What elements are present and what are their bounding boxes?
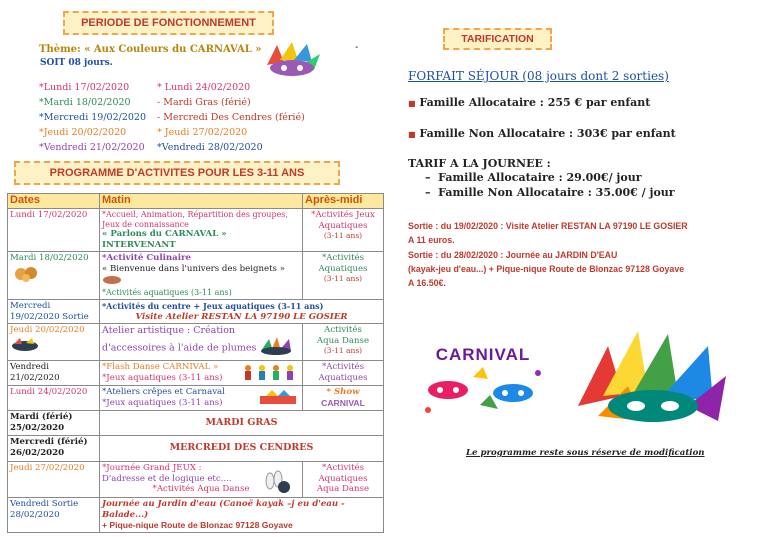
tarif-banner	[443, 28, 552, 50]
header-matin: Matin	[100, 194, 303, 209]
row-matin	[100, 386, 303, 411]
table-row	[8, 209, 384, 252]
date-item: *Jeudi 20/02/2020	[39, 127, 127, 138]
date-item: * Jeudi 27/02/2020	[157, 127, 248, 138]
row-matin	[100, 300, 384, 324]
date-item: - Mercredi Des Cendres (férié)	[157, 112, 305, 123]
row-aprem	[303, 324, 384, 361]
sortie2-detail: (kayak-jeu d'eau...) + Pique-nique Route de Blonzac 97128 Goyave	[408, 264, 685, 274]
date-item: - Mardi Gras (férié)	[157, 97, 251, 108]
aprem-line: Aqua Danse	[316, 484, 370, 494]
sortie1-price: A 11 euros.	[408, 235, 455, 245]
row-matin	[100, 462, 303, 498]
carnival-float-icon	[258, 390, 298, 410]
table-row	[8, 498, 384, 533]
programme-note: Le programme reste sous réserve de modification	[466, 448, 705, 458]
matin-line: *Activité Culinaire	[102, 253, 192, 263]
matin-line: « Parlons du CARNAVAL » INTERVENANT	[102, 229, 227, 250]
table-header-row	[8, 194, 384, 209]
beignets-icon	[14, 264, 40, 286]
row-full: MERCREDI DES CENDRES	[100, 436, 384, 462]
matin-line: *Jeux aquatiques (3-11 ans)	[102, 397, 223, 408]
aprem-line: * Show	[326, 387, 360, 397]
bullet-icon: ■	[408, 98, 416, 108]
row-matin	[100, 252, 303, 300]
row-date: Mardi (férié) 25/02/2020	[8, 411, 100, 436]
aprem-line: *Activités	[321, 362, 365, 372]
table-row	[8, 411, 384, 436]
dates-list-week2	[157, 82, 305, 154]
table-row	[8, 436, 384, 462]
journee-alloc-line: – Famille Allocataire : 29.00€/ jour	[425, 171, 642, 184]
periode-title: PERIODE DE FONCTIONNEMENT	[81, 17, 256, 29]
table-row	[8, 386, 384, 411]
row-date: Vendredi 21/02/2020	[8, 361, 100, 386]
matin-line: Journée au Jardin d'eau (Canoë kayak –j eu d'eau -Balade...)	[102, 499, 345, 520]
aprem-line: (3-11 ans)	[323, 274, 363, 283]
row-aprem	[303, 209, 384, 252]
bullet-icon: ■	[408, 129, 416, 139]
masks-illustration	[418, 365, 548, 420]
soit-line: SOIT 08 jours.	[40, 58, 113, 68]
aprem-line: Aquatiques	[318, 473, 368, 484]
row-aprem	[303, 361, 384, 386]
aprem-line: *Activités Aquatiques	[318, 253, 368, 274]
aprem-line: Aqua Danse	[316, 335, 370, 346]
aprem-line: *Activités Jeux Aquatiques	[311, 210, 375, 231]
row-date: Lundi 24/02/2020	[8, 386, 100, 411]
famille-alloc-line: ■ Famille Allocataire : 255 € par enfant	[408, 96, 651, 109]
feather-mask-image	[568, 326, 728, 434]
row-full: MARDI GRAS	[100, 411, 384, 436]
table-row	[8, 462, 384, 498]
matin-line: Atelier artistique : Création d'accessoires à l'aide de plumes	[102, 325, 300, 359]
matin-line: *Ateliers crêpes et Carnaval	[102, 387, 225, 397]
aprem-line: *Activités	[321, 463, 365, 473]
row-date: Jeudi 20/02/2020	[8, 324, 100, 361]
date-item: *Mercredi 19/02/2020	[39, 112, 147, 123]
row-aprem	[303, 462, 384, 498]
row-matin	[100, 361, 303, 386]
tarif-title: TARIFICATION	[461, 33, 534, 45]
matin-line: *Activités aquatiques (3-11 ans)	[102, 287, 232, 297]
dancing-kids-icon	[242, 364, 298, 386]
table-row	[8, 252, 384, 300]
periode-banner	[63, 11, 274, 35]
matin-line: *Activités du centre + Jeux aquatiques (3-11 ans)	[102, 301, 324, 311]
famille-non-alloc-line: ■ Famille Non Allocataire : 303€ par enfant	[408, 127, 676, 140]
row-matin	[100, 209, 303, 252]
table-row	[8, 300, 384, 324]
sortie1-line: Sortie : du 19/02/2020 : Visite Atelier RESTAN LA 97190 LE GOSIER	[408, 221, 688, 231]
theme-dash: -	[355, 42, 359, 53]
row-matin	[100, 324, 303, 361]
row-aprem	[303, 252, 384, 300]
row-date	[8, 252, 100, 300]
tarif-journee-title: TARIF A LA JOURNEE :	[408, 157, 551, 170]
header-apres-midi: Après-midi	[303, 194, 384, 209]
carnival-word: CARNIVAL	[435, 345, 531, 364]
programme-table	[7, 193, 384, 533]
carnival-mask-illustration	[262, 40, 322, 80]
matin-line: + Pique-nique Route de Blonzac 97128 Goyave	[102, 520, 293, 530]
row-matin	[100, 498, 384, 533]
matin-line: *Flash Danse CARNIVAL »	[102, 362, 219, 372]
aprem-line: CARNIVAL	[321, 397, 365, 408]
matin-line: Visite Atelier RESTAN LA 97190 LE GOSIER	[135, 311, 348, 322]
carnival-banner-image	[418, 335, 548, 423]
programme-banner	[14, 161, 340, 185]
row-date: Lundi 17/02/2020	[8, 209, 100, 252]
row-date: Vendredi Sortie 28/02/2020	[8, 498, 100, 533]
dates-list-week1	[39, 82, 146, 154]
row-date: Mercredi 19/02/2020 Sortie	[8, 300, 100, 324]
aprem-line: (3-11 ans)	[323, 231, 363, 240]
programme-title: PROGRAMME D'ACTIVITES POUR LES 3-11 ANS	[49, 167, 305, 179]
mask-icon	[10, 338, 97, 356]
matin-line: *Accueil, Animation, Répartition des groupes, Jeux de connaissance	[102, 210, 288, 229]
feather-mask-icon	[259, 337, 293, 359]
forfait-sejour: FORFAIT SÉJOUR (08 jours dont 2 sorties)	[408, 69, 669, 83]
date-item: *Vendredi 21/02/2020	[39, 142, 145, 153]
sortie2-block	[408, 248, 763, 290]
journee-non-alloc-line: – Famille Non Allocataire : 35.00€ / jour	[425, 186, 675, 199]
header-dates: Dates	[8, 194, 100, 209]
theme-label: Thème: « Aux Couleurs du CARNAVAL »	[39, 44, 262, 55]
matin-line: *Activités Aqua Danse	[152, 484, 250, 494]
row-date-text: Mardi 18/02/2020	[10, 253, 89, 263]
table-row	[8, 361, 384, 386]
row-date: Jeudi 27/02/2020	[8, 462, 100, 498]
sortie1-block	[408, 219, 763, 247]
aprem-line: Activités	[324, 325, 362, 335]
matin-line: *Journée Grand JEUX :	[102, 463, 202, 473]
food-plate-icon	[102, 274, 122, 288]
aprem-line: Aquatiques	[318, 372, 368, 383]
matin-line: *Jeux aquatiques (3-11 ans)	[102, 372, 223, 383]
row-aprem	[303, 386, 384, 411]
matin-line: D'adresse et de logique etc....	[102, 473, 232, 484]
bowling-icon	[262, 465, 292, 497]
date-item: *Vendredi 28/02/2020	[157, 142, 263, 153]
date-item: *Mardi 18/02/2020	[39, 97, 131, 108]
aprem-line: (3-11 ans)	[323, 346, 363, 355]
date-item: * Lundi 24/02/2020	[157, 82, 251, 93]
theme-line	[39, 44, 262, 55]
date-item: *Lundi 17/02/2020	[39, 82, 130, 93]
sortie2-line: Sortie : du 28/02/2020 : Journée au JARDIN D'EAU	[408, 250, 618, 260]
row-date: Mercredi (férié) 26/02/2020	[8, 436, 100, 462]
matin-line: « Bienvenue dans l'univers des beignets »	[102, 264, 300, 288]
table-row	[8, 324, 384, 361]
sortie2-price: A 16.50€.	[408, 278, 446, 288]
